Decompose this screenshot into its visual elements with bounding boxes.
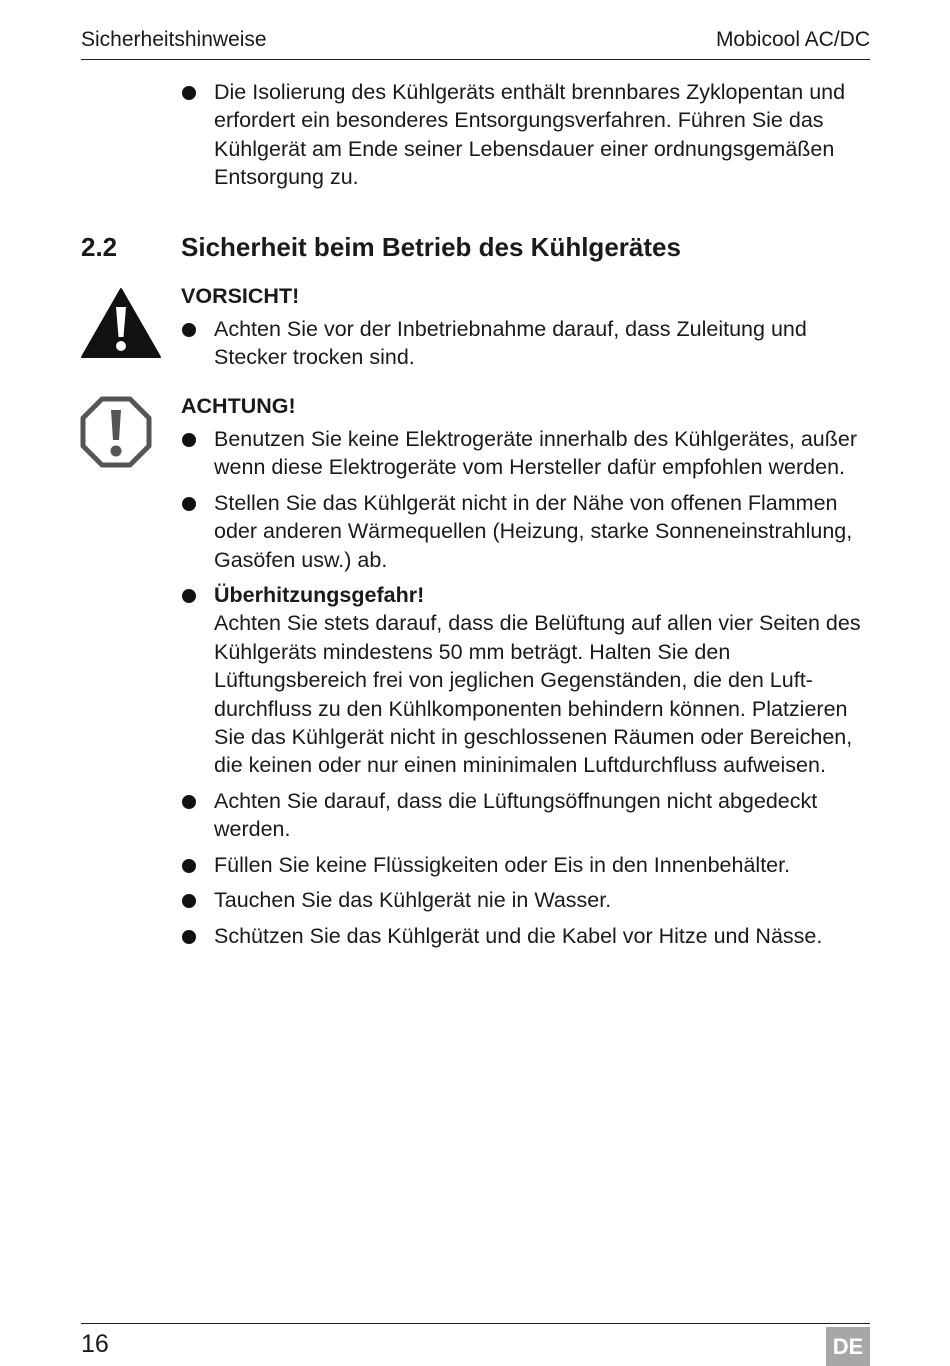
language-badge: DE — [826, 1327, 870, 1366]
intro-block — [181, 78, 871, 199]
notice-octagon-icon — [80, 396, 152, 468]
warning-triangle-icon — [80, 287, 162, 359]
intro-list — [181, 78, 871, 192]
overheat-heading: Überhitzungsgefahr! — [214, 583, 425, 608]
list-item: Achten Sie vor der Inbetriebnahme darauf, dass Zuleitung und Stecker trocken sind. — [181, 315, 871, 372]
caution-label: VORSICHT! — [181, 284, 300, 308]
overheat-text: Achten Sie stets darauf, dass die Belüftung auf allen vier Seiten des Kühlgeräts mindestens 50 mm beträgt. Halten Sie den Lüftungsbereich frei von jeglichen Gegenständen, die den Luftdurchfluss zu den Kühlkomponenten behindern können. Platzieren Sie das Kühlgerät nicht in geschlossenen Räumen oder Bereichen, die keinen oder nur einen mininimalen Luftdurchfluss aufweisen. — [214, 611, 861, 778]
list-item: Füllen Sie keine Flüssigkeiten oder Eis in den Innenbehälter. — [181, 851, 871, 879]
attention-label: ACHTUNG! — [181, 394, 296, 418]
attention-list — [181, 425, 871, 950]
list-item: Tauchen Sie das Kühlgerät nie in Wasser. — [181, 886, 871, 914]
list-item: Benutzen Sie keine Elektrogeräte innerhalb des Kühlgerätes, außer wenn diese Elektrogeräte vom Hersteller dafür empfohlen werden. — [181, 425, 871, 482]
page-footer — [81, 1323, 870, 1366]
list-item: Schützen Sie das Kühlgerät und die Kabel vor Hitze und Nässe. — [181, 922, 871, 950]
caution-block — [181, 284, 871, 379]
header-chapter: Sicherheitshinweise — [81, 28, 267, 51]
caution-list — [181, 315, 871, 372]
page-number: 16 — [81, 1330, 109, 1358]
list-item-overheat — [181, 581, 871, 780]
list-item: Die Isolierung des Kühlgeräts enthält brennbares Zyklopentan und erfordert ein besonderes Entsorgungsverfahren. Führen Sie das Kühlgerät am Ende seiner Lebensdauer einer ordnungsgemäßen Entsorgung zu. — [181, 78, 871, 192]
list-item: Achten Sie darauf, dass die Lüftungsöffnungen nicht abgedeckt werden. — [181, 787, 871, 844]
section-number: 2.2 — [81, 232, 118, 262]
attention-block — [181, 394, 871, 957]
page-header — [81, 28, 870, 60]
header-product: Mobicool AC/DC — [715, 28, 870, 51]
list-item: Stellen Sie das Kühlgerät nicht in der Nähe von offenen Flammen oder anderen Wärmequellen (Heizung, starke Sonneneinstrahlung, Gasöfen usw.) ab. — [181, 489, 871, 574]
section-title: Sicherheit beim Betrieb des Kühlgerätes — [181, 232, 681, 262]
